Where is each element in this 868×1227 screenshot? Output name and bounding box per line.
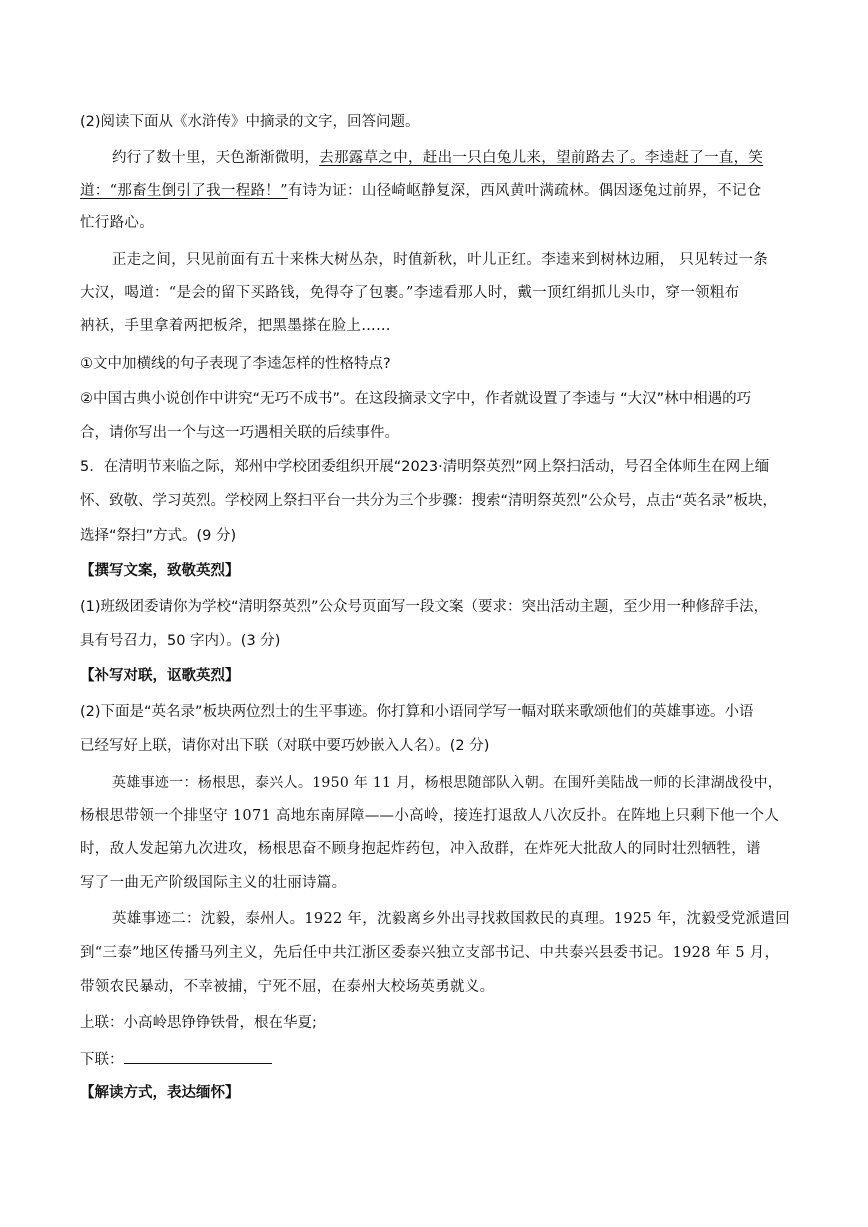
hero-1-line-4: 写了一曲无产阶级国际主义的壮丽诗篇。 bbox=[80, 875, 347, 891]
passage-text: 约行了数十里，天色渐渐微明， bbox=[112, 150, 320, 166]
passage-1-line-1 bbox=[112, 147, 792, 169]
passage-2-line-2: 大汉，喝道：“是会的留下买路钱，免得夺了包裹。”李逵看那人时，戴一顶红绢抓儿头巾，穿一领粗布 bbox=[80, 285, 740, 301]
question-5-line-1: 5．在清明节来临之际，郑州中学校团委组织开展“2023·清明祭英烈”网上祭扫活动，号召全体师生在网上缅 bbox=[80, 459, 770, 475]
underlined-sentence: 道：“那畜生倒引了我一程路！” bbox=[80, 183, 288, 199]
sub-question-1: ①文中加横线的句子表现了李逵怎样的性格特点? bbox=[80, 356, 391, 372]
lower-couplet bbox=[80, 1047, 792, 1071]
task-1-line-2: 具有号召力，50 字内）。(3 分) bbox=[80, 633, 281, 649]
hero-2-line-2: 到“三泰”地区传播马列主义，先后任中共江浙区委泰兴独立支部书记、中共泰兴县委书记。1928 年 5 月， bbox=[80, 945, 780, 961]
underlined-sentence: 去那露草之中，赶出一只白兔儿来，望前路去了。李逵赶了一直，笑 bbox=[319, 150, 764, 166]
passage-text: 有诗为证：山径崎岖静复深，西风黄叶满疏林。偶因逐兔过前界，不记仓 bbox=[287, 183, 762, 199]
question-2-intro: (2)阅读下面从《水浒传》中摘录的文字，回答问题。 bbox=[80, 114, 420, 130]
answer-blank[interactable] bbox=[124, 1047, 272, 1064]
task-2-line-1: (2)下面是“英名录”板块两位烈士的生平事迹。你打算和小语同学写一幅对联来歌颂他们的英雄事迹。小语 bbox=[80, 704, 754, 720]
section-title-3: 【解读方式，表达缅怀】 bbox=[80, 1085, 240, 1101]
sub-question-2-line-2: 合，请你写出一个与这一巧遇相关联的后续事件。 bbox=[80, 425, 399, 441]
section-title-1: 【撰写文案，致敬英烈】 bbox=[80, 563, 240, 579]
lower-couplet-label: 下联： bbox=[80, 1052, 124, 1068]
question-5-line-2: 怀、致敬、学习英烈。学校网上祭扫平台一共分为三个步骤：搜索“清明祭英烈”公众号，点击“英名录”板块， bbox=[80, 493, 778, 509]
upper-couplet: 上联：小高岭思铮铮铁骨，根在华夏; bbox=[80, 1015, 317, 1031]
passage-1-line-2 bbox=[80, 180, 792, 202]
hero-1-line-3: 时，敌人发起第九次进攻，杨根思奋不顾身抱起炸药包，冲入敌群，在炸死大批敌人的同时壮烈牺牲，谱 bbox=[80, 841, 761, 857]
passage-2-line-1: 正走之间，只见前面有五十来株大树丛杂，时值新秋，叶儿正红。李逵来到树林边厢， 只见转过一条 bbox=[112, 252, 769, 268]
task-1-line-1: (1)班级团委请你为学校“清明祭英烈”公众号页面写一段文案（要求：突出活动主题，至少用一种修辞手法， bbox=[80, 599, 769, 615]
hero-1-line-1: 英雄事迹一：杨根思，泰兴人。1950 年 11 月，杨根思随部队入朝。在围歼美陆战一师的长津湖战役中， bbox=[112, 775, 783, 791]
passage-1-line-3: 忙行路心。 bbox=[80, 215, 154, 231]
section-title-2: 【补写对联，讴歌英烈】 bbox=[80, 668, 240, 684]
question-5-line-3: 选择“祭扫”方式。(9 分) bbox=[80, 528, 237, 544]
sub-question-2-line-1: ②中国古典小说创作中讲究“无巧不成书”。在这段摘录文字中，作者就设置了李逵与 “大汉”林中相遇的巧 bbox=[80, 391, 752, 407]
passage-2-line-3: 衲袄，手里拿着两把板斧，把黑墨搽在脸上…… bbox=[80, 318, 391, 334]
hero-1-line-2: 杨根思带领一个排坚守 1071 高地东南屏障——小高岭，接连打退敌人八次反扑。在阵地上只剩下他一个人 bbox=[80, 808, 780, 824]
hero-2-line-3: 带领农民暴动，不幸被捕，宁死不屈，在泰州大校场英勇就义。 bbox=[80, 979, 495, 995]
task-2-line-2: 已经写好上联，请你对出下联（对联中要巧妙嵌入人名）。(2 分) bbox=[80, 738, 490, 754]
hero-2-line-1: 英雄事迹二：沈毅，泰州人。1922 年，沈毅离乡外出寻找救国救民的真理。1925 年，沈毅受党派遣回 bbox=[112, 911, 791, 927]
